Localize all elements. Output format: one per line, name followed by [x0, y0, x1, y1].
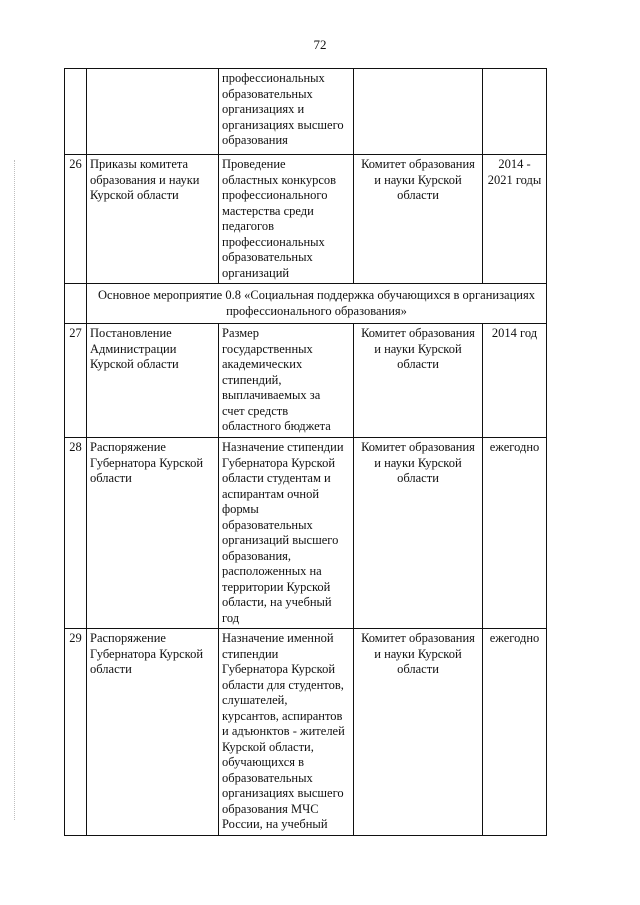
row-number: [65, 284, 87, 324]
page-number: 72: [313, 37, 327, 52]
executor-cell: [354, 69, 483, 155]
legal-act-cell: Распоряжение Губернатора Курской области: [87, 438, 219, 629]
table-row: [65, 155, 547, 284]
executor-cell: Комитет образования и науки Курской области: [354, 155, 483, 284]
legal-act-cell: [87, 69, 219, 155]
table-row: [65, 438, 547, 629]
row-number: 27: [65, 324, 87, 438]
measure-heading-row: [65, 284, 547, 324]
row-number: 26: [65, 155, 87, 284]
executor-cell: Комитет образования и науки Курской области: [354, 438, 483, 629]
table-row: [65, 69, 547, 155]
executor-cell: Комитет образования и науки Курской области: [354, 324, 483, 438]
table-row: [65, 324, 547, 438]
term-cell: [483, 69, 547, 155]
act-content-cell: Назначение именной стипендии Губернатора Курской области для студентов, слушателей, курсантов, аспирантов и адъюнктов - жителей Курской области, обучающихся в образовательных организациях высшего образования МЧС России, на учебный: [219, 629, 354, 836]
act-content-cell: профессиональных образовательных организациях и организациях высшего образования: [219, 69, 354, 155]
term-cell: ежегодно: [483, 438, 547, 629]
term-cell: ежегодно: [483, 629, 547, 836]
legal-act-cell: Приказы комитета образования и науки Курской области: [87, 155, 219, 284]
table-row: [65, 629, 547, 836]
measures-table: [64, 68, 547, 836]
act-content-cell: Проведение областных конкурсов профессионального мастерства среди педагогов профессиональных образовательных организаций: [219, 155, 354, 284]
act-content-cell: Назначение стипендии Губернатора Курской области студентам и аспирантам очной формы образовательных организаций высшего образования, расположенных на территории Курской области, на учебный год: [219, 438, 354, 629]
measure-heading: Основное мероприятие 0.8 «Социальная поддержка обучающихся в организациях профессионального образования»: [87, 284, 547, 324]
row-number: [65, 69, 87, 155]
term-cell: 2014 год: [483, 324, 547, 438]
scan-edge-mark: [14, 160, 16, 820]
row-number: 28: [65, 438, 87, 629]
executor-cell: Комитет образования и науки Курской области: [354, 629, 483, 836]
term-cell: 2014 - 2021 годы: [483, 155, 547, 284]
legal-act-cell: Распоряжение Губернатора Курской области: [87, 629, 219, 836]
act-content-cell: Размер государственных академических стипендий, выплачиваемых за счет средств областного бюджета: [219, 324, 354, 438]
legal-act-cell: Постановление Администрации Курской области: [87, 324, 219, 438]
row-number: 29: [65, 629, 87, 836]
